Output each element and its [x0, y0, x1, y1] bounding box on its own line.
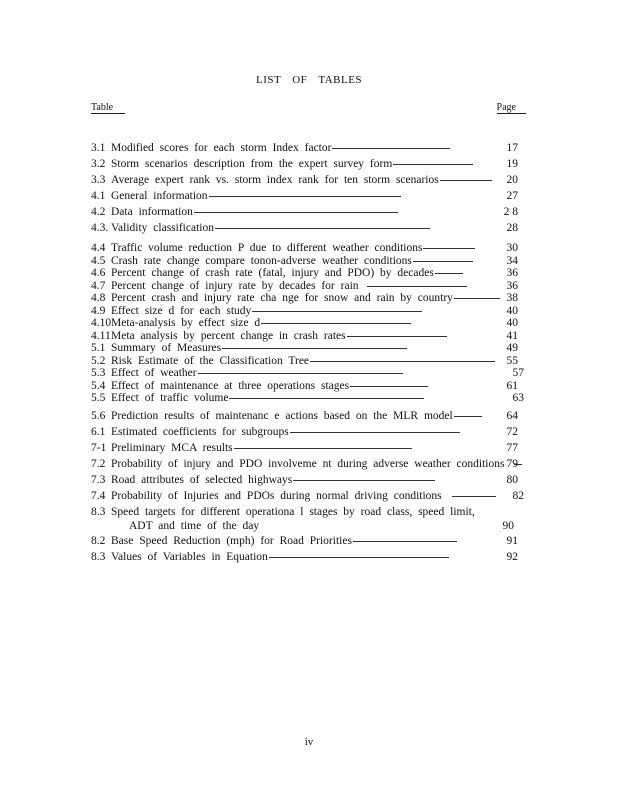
- table-title: Traffic volume reduction P due to different weather conditions: [111, 242, 475, 255]
- table-title: Effect of traffic volume: [111, 392, 424, 405]
- toc-entry[interactable]: [91, 472, 526, 488]
- page-number: 17: [506, 142, 518, 154]
- table-number: 4.10: [91, 317, 112, 329]
- table-title: Percent change of crash rate (fatal, injury and PDO) by decades: [111, 267, 463, 280]
- page-number: 92: [506, 550, 518, 563]
- table-title: Probability of Injuries and PDOs during normal driving conditions: [111, 488, 496, 504]
- table-title: Meta-analysis by effect size d: [111, 317, 411, 330]
- toc-entry[interactable]: [91, 440, 526, 456]
- table-number: 8.2: [91, 534, 106, 547]
- table-title: Percent change of injury rate by decades for rain: [111, 280, 467, 293]
- toc-entry[interactable]: [91, 355, 526, 368]
- toc-entry[interactable]: [91, 330, 526, 343]
- table-number: 5.5: [91, 392, 106, 404]
- table-number: 6.1: [91, 425, 106, 438]
- toc-entry[interactable]: [91, 188, 526, 204]
- toc-entry[interactable]: [91, 367, 526, 380]
- table-title: Effect of maintenance at three operations stages: [111, 380, 428, 393]
- toc-entry[interactable]: [91, 140, 526, 156]
- table-title: Meta analysis by percent change in crash rates: [111, 330, 447, 343]
- page-number: 64: [506, 409, 518, 422]
- table-title: Preliminary MCA results: [111, 440, 412, 456]
- toc-entry[interactable]: [91, 533, 526, 549]
- table-number: 4.7: [91, 279, 106, 292]
- page-number: 20: [506, 174, 518, 186]
- table-title: Values of Variables in Equation: [111, 549, 449, 565]
- toc-entry[interactable]: [91, 380, 526, 393]
- table-title: Speed targets for different operationa l stages by road class, speed limit,: [111, 505, 475, 518]
- toc-entry[interactable]: [91, 305, 526, 318]
- table-title: Storm scenarios description from the expert survey form: [111, 156, 473, 172]
- table-number: 8.3: [91, 550, 106, 563]
- page-number: 40: [506, 317, 518, 329]
- page-title: LIST OF TABLES: [255, 74, 363, 86]
- page-column-header: [497, 102, 526, 114]
- table-number: 7.4: [91, 489, 106, 502]
- table-number: 4.1: [91, 190, 106, 202]
- page-number: 61: [506, 379, 518, 392]
- toc-entry[interactable]: [91, 255, 526, 268]
- toc-entry[interactable]: [91, 292, 526, 305]
- page-number: 63: [512, 392, 524, 404]
- table-number: 4.8: [91, 292, 106, 304]
- table-title: Average expert rank vs. storm index rank for ten storm scenarios: [111, 172, 492, 188]
- page-number: 41: [506, 329, 518, 342]
- page-number-footer: iv: [304, 736, 314, 748]
- table-title: Probability of injury and PDO involveme nt during adverse weather conditions: [111, 456, 522, 472]
- table-title: Summary of Measures: [111, 342, 407, 355]
- table-number: 4.4: [91, 242, 106, 254]
- table-title: Prediction results of maintenanc e actions based on the MLR model: [111, 408, 482, 424]
- table-number: 4.2: [91, 206, 106, 218]
- table-title: Modified scores for each storm Index factor: [111, 140, 450, 156]
- table-number: 5.2: [91, 354, 106, 367]
- table-title: Risk Estimate of the Classification Tree: [111, 355, 495, 368]
- table-title: Base Speed Reduction (mph) for Road Priorities: [111, 533, 457, 549]
- page-number: 19: [506, 158, 518, 170]
- toc-entry[interactable]: [91, 342, 526, 355]
- toc-entry[interactable]: [91, 220, 526, 236]
- table-title-continued: ADT and time of the day: [129, 519, 260, 532]
- page-number: 30: [506, 242, 518, 254]
- table-title: Effect size d for each study: [111, 305, 422, 318]
- table-title: Road attributes of selected highways: [111, 472, 435, 488]
- page-number: 2 8: [503, 206, 518, 218]
- table-of-contents-list: [91, 140, 526, 565]
- toc-entry[interactable]: [91, 204, 526, 220]
- table-number: 4.5: [91, 254, 106, 267]
- page-number: 40: [506, 304, 518, 317]
- table-number: 8.3: [91, 505, 106, 518]
- toc-entry[interactable]: [91, 504, 526, 532]
- page-number: 80: [506, 473, 518, 486]
- page-number: 82: [512, 489, 524, 502]
- page-number: 79: [506, 457, 518, 470]
- toc-entry[interactable]: [91, 408, 526, 424]
- table-title: Data information: [111, 204, 398, 220]
- table-number: 7-1: [91, 441, 107, 454]
- table-number: 3.3: [91, 174, 106, 186]
- table-number: 5.6: [91, 409, 106, 422]
- toc-entry[interactable]: [91, 242, 526, 255]
- page-number: 55: [506, 354, 518, 367]
- table-column-label: Table: [91, 102, 125, 114]
- page-number: 36: [506, 267, 518, 279]
- toc-entry[interactable]: [91, 280, 526, 293]
- toc-entry[interactable]: [91, 156, 526, 172]
- page-number: 36: [506, 279, 518, 292]
- table-number: 3.1: [91, 142, 106, 154]
- table-number: 4.11: [91, 329, 111, 342]
- toc-entry[interactable]: [91, 317, 526, 330]
- page-number: 28: [506, 222, 518, 234]
- page-number: 77: [506, 441, 518, 454]
- table-title: General information: [111, 188, 401, 204]
- table-number: 4.6: [91, 267, 106, 279]
- table-number: 5.3: [91, 367, 106, 379]
- table-column-header: [91, 102, 125, 114]
- toc-entry[interactable]: [91, 488, 526, 504]
- page-number: 27: [506, 190, 518, 202]
- page-number: 38: [506, 292, 518, 304]
- table-title: Percent crash and injury rate cha nge for snow and rain by country: [111, 292, 500, 305]
- table-title: Estimated coefficients for subgroups: [111, 424, 460, 440]
- page-number: 91: [506, 534, 518, 547]
- table-number: 7.2: [91, 457, 106, 470]
- table-number: 4.3.: [91, 222, 109, 234]
- page-number: 49: [506, 342, 518, 354]
- table-title: Effect of weather: [111, 367, 403, 380]
- page-number: 72: [506, 425, 518, 438]
- table-number: 4.9: [91, 304, 106, 317]
- table-number: 5.4: [91, 379, 106, 392]
- page-number: 57: [512, 367, 524, 379]
- toc-entry[interactable]: [91, 549, 526, 565]
- toc-entry[interactable]: [91, 172, 526, 188]
- table-title: Crash rate change compare tonon-adverse weather conditions: [111, 255, 473, 268]
- table-number: 5.1: [91, 342, 106, 354]
- toc-entry[interactable]: [91, 424, 526, 440]
- toc-entry[interactable]: [91, 456, 526, 472]
- toc-entry[interactable]: [91, 392, 526, 405]
- page-number: 90: [502, 519, 514, 532]
- toc-entry[interactable]: [91, 267, 526, 280]
- table-title: Validity classification: [111, 220, 430, 236]
- table-number: 3.2: [91, 158, 106, 170]
- table-number: 7.3: [91, 473, 106, 486]
- page-number: 34: [506, 254, 518, 267]
- page-column-label: Page: [497, 102, 526, 114]
